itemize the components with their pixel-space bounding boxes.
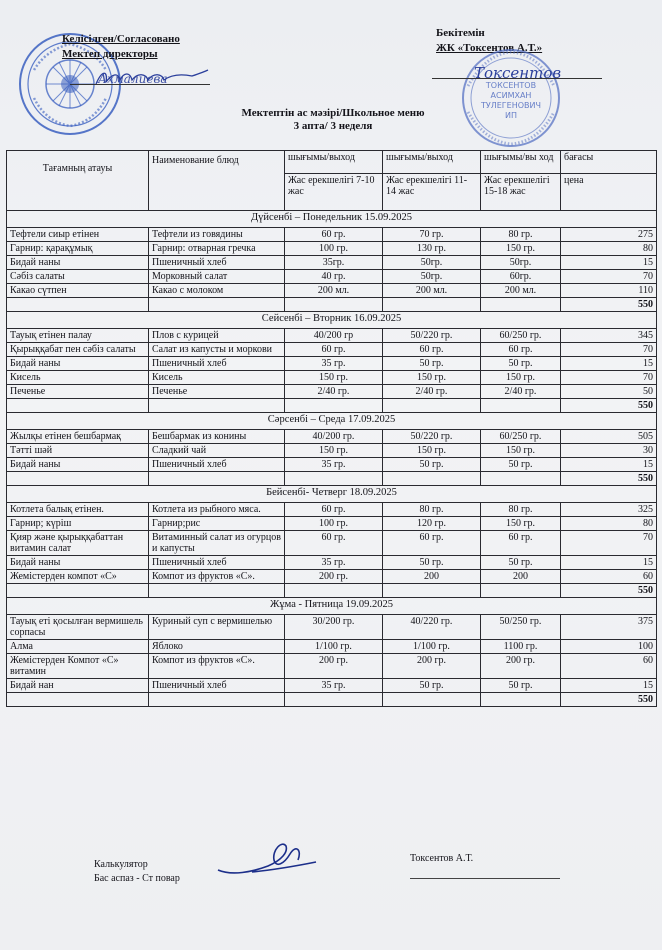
- yield-15-18: 200 мл.: [481, 284, 561, 298]
- yield-15-18: 50 гр.: [481, 357, 561, 371]
- dish-price: 505: [561, 430, 657, 444]
- table-row: [7, 503, 657, 517]
- dish-name-ru: Гарнир;рис: [149, 517, 285, 531]
- yield-11-14: 130 гр.: [383, 242, 481, 256]
- dish-name-kz: Жемістерден Компот «С» витамин: [7, 654, 149, 679]
- dish-name-ru: Салат из капусты и моркови: [149, 343, 285, 357]
- yield-7-10: 35 гр.: [285, 679, 383, 693]
- table-row: [7, 385, 657, 399]
- table-row: [7, 679, 657, 693]
- total-empty-cell: [7, 399, 149, 413]
- day-title: Бейсенбі- Четверг 18.09.2025: [7, 486, 657, 503]
- signer-name: Токсентов А.Т.: [410, 853, 474, 864]
- total-empty-cell: [149, 693, 285, 707]
- col-age-1: Жас ерекшелігі 7-10 жас: [285, 174, 383, 211]
- yield-11-14: 50 гр.: [383, 679, 481, 693]
- dish-name-ru: Какао с молоком: [149, 284, 285, 298]
- day-header-row: [7, 598, 657, 615]
- total-empty-cell: [383, 584, 481, 598]
- yield-11-14: 120 гр.: [383, 517, 481, 531]
- yield-11-14: 150 гр.: [383, 371, 481, 385]
- dish-name-kz: Гарнир: қарақұмық: [7, 242, 149, 256]
- dish-price: 345: [561, 329, 657, 343]
- total-empty-cell: [7, 472, 149, 486]
- yield-15-18: 150 гр.: [481, 242, 561, 256]
- dish-name-kz: Бидай наны: [7, 556, 149, 570]
- table-row: [7, 343, 657, 357]
- total-empty-cell: [7, 584, 149, 598]
- table-row: [7, 256, 657, 270]
- day-header-row: [7, 211, 657, 228]
- dish-name-kz: Бидай наны: [7, 357, 149, 371]
- table-row: [7, 615, 657, 640]
- yield-15-18: 80 гр.: [481, 503, 561, 517]
- total-empty-cell: [149, 584, 285, 598]
- dish-name-kz: Какао сүтпен: [7, 284, 149, 298]
- yield-11-14: 1/100 гр.: [383, 640, 481, 654]
- yield-7-10: 200 гр.: [285, 570, 383, 584]
- total-row: [7, 399, 657, 413]
- dish-price: 60: [561, 654, 657, 679]
- table-row: [7, 329, 657, 343]
- dish-name-ru: Печенье: [149, 385, 285, 399]
- yield-7-10: 1/100 гр.: [285, 640, 383, 654]
- day-total-price: 550: [561, 584, 657, 598]
- total-empty-cell: [285, 693, 383, 707]
- dish-name-kz: Қияр және қырыққабаттан витамин салат: [7, 531, 149, 556]
- yield-15-18: 60 гр.: [481, 343, 561, 357]
- dish-price: 100: [561, 640, 657, 654]
- day-title: Дүйсенбі – Понедельник 15.09.2025: [7, 211, 657, 228]
- dish-name-ru: Пшеничный хлеб: [149, 357, 285, 371]
- dish-name-kz: Кисель: [7, 371, 149, 385]
- dish-name-ru: Компот из фруктов «С».: [149, 654, 285, 679]
- dish-name-kz: Бидай наны: [7, 458, 149, 472]
- dish-price: 110: [561, 284, 657, 298]
- yield-11-14: 80 гр.: [383, 503, 481, 517]
- yield-7-10: 40 гр.: [285, 270, 383, 284]
- total-row: [7, 693, 657, 707]
- yield-15-18: 50 гр.: [481, 679, 561, 693]
- day-title: Сейсенбі – Вторник 16.09.2025: [7, 312, 657, 329]
- col-yield-2: шығымы/выход: [383, 151, 481, 174]
- dish-name-ru: Пшеничный хлеб: [149, 458, 285, 472]
- table-row: [7, 228, 657, 242]
- title-line-1: Мектептiн ас мәзiрi/Школьное меню: [241, 107, 425, 119]
- approver-signature: [470, 60, 580, 84]
- dish-name-ru: Кисель: [149, 371, 285, 385]
- total-row: [7, 298, 657, 312]
- dish-price: 375: [561, 615, 657, 640]
- dish-name-kz: Сәбіз салаты: [7, 270, 149, 284]
- total-empty-cell: [481, 298, 561, 312]
- dish-price: 325: [561, 503, 657, 517]
- agreed-label: Келiсiлген/Согласовано: [62, 33, 180, 45]
- yield-15-18: 150 гр.: [481, 444, 561, 458]
- seal-text-1: ТОКСЕНТОВ: [485, 81, 537, 90]
- yield-15-18: 200 гр.: [481, 654, 561, 679]
- total-empty-cell: [285, 584, 383, 598]
- total-empty-cell: [481, 399, 561, 413]
- dish-name-kz: Гарнир; күріш: [7, 517, 149, 531]
- dish-name-kz: Тауық еті қосылған вермишель сорпасы: [7, 615, 149, 640]
- yield-7-10: 100 гр.: [285, 242, 383, 256]
- yield-15-18: 60 гр.: [481, 531, 561, 556]
- yield-7-10: 150 гр.: [285, 444, 383, 458]
- total-empty-cell: [7, 693, 149, 707]
- dish-price: 70: [561, 371, 657, 385]
- dish-price: 30: [561, 444, 657, 458]
- dish-name-ru: Морковный салат: [149, 270, 285, 284]
- dish-name-kz: Тәтті шәй: [7, 444, 149, 458]
- yield-15-18: 200: [481, 570, 561, 584]
- dish-name-kz: Қырыққабат пен сәбіз салаты: [7, 343, 149, 357]
- table-row: [7, 531, 657, 556]
- day-title: Жұма - Пятница 19.09.2025: [7, 598, 657, 615]
- table-row: [7, 270, 657, 284]
- day-header-row: [7, 312, 657, 329]
- approver-company: ЖК «Токсентов А.Т.»: [436, 42, 543, 54]
- yield-11-14: 200 гр.: [383, 654, 481, 679]
- yield-15-18: 60/250 гр.: [481, 430, 561, 444]
- dish-name-ru: Бешбармак из конины: [149, 430, 285, 444]
- yield-15-18: 50 гр.: [481, 458, 561, 472]
- day-header-row: [7, 486, 657, 503]
- dish-price: 15: [561, 357, 657, 371]
- total-empty-cell: [383, 399, 481, 413]
- dish-name-kz: Тауық етінен палау: [7, 329, 149, 343]
- col-yield-3: шығымы/вы ход: [481, 151, 561, 174]
- table-row: [7, 430, 657, 444]
- dish-name-ru: Пшеничный хлеб: [149, 679, 285, 693]
- yield-11-14: 60 гр.: [383, 531, 481, 556]
- dish-name-ru: Витаминный салат из огурцов и капусты: [149, 531, 285, 556]
- yield-15-18: 60/250 гр.: [481, 329, 561, 343]
- total-empty-cell: [481, 472, 561, 486]
- dish-name-kz: Жылқы етінен бешбармақ: [7, 430, 149, 444]
- yield-15-18: 60гр.: [481, 270, 561, 284]
- dish-name-ru: Тефтели из говядины: [149, 228, 285, 242]
- calculator-label: Калькулятор: [94, 859, 148, 870]
- director-signature: [92, 66, 212, 90]
- yield-7-10: 150 гр.: [285, 371, 383, 385]
- yield-15-18: 80 гр.: [481, 228, 561, 242]
- yield-11-14: 50/220 гр.: [383, 430, 481, 444]
- total-row: [7, 584, 657, 598]
- yield-7-10: 35 гр.: [285, 556, 383, 570]
- dish-name-ru: Компот из фруктов «С».: [149, 570, 285, 584]
- approver-signature-text: Токсентов: [474, 64, 562, 82]
- dish-name-ru: Пшеничный хлеб: [149, 256, 285, 270]
- yield-7-10: 60 гр.: [285, 503, 383, 517]
- yield-11-14: 200: [383, 570, 481, 584]
- dish-name-kz: Жемістерден компот «С»: [7, 570, 149, 584]
- dish-price: 70: [561, 270, 657, 284]
- dish-name-ru: Котлета из рыбного мяса.: [149, 503, 285, 517]
- yield-7-10: 100 гр.: [285, 517, 383, 531]
- dish-price: 80: [561, 517, 657, 531]
- dish-name-kz: Тефтели сиыр етінен: [7, 228, 149, 242]
- col-age-3: Жас ерекшелігі 15-18 жас: [481, 174, 561, 211]
- dish-price: 275: [561, 228, 657, 242]
- yield-15-18: 2/40 гр.: [481, 385, 561, 399]
- document-title: [0, 107, 662, 133]
- total-empty-cell: [149, 472, 285, 486]
- yield-7-10: 200 мл.: [285, 284, 383, 298]
- total-empty-cell: [285, 399, 383, 413]
- total-empty-cell: [285, 298, 383, 312]
- total-empty-cell: [383, 693, 481, 707]
- yield-7-10: 35гр.: [285, 256, 383, 270]
- table-row: [7, 242, 657, 256]
- yield-7-10: 60 гр.: [285, 531, 383, 556]
- total-empty-cell: [149, 298, 285, 312]
- table-row: [7, 517, 657, 531]
- yield-11-14: 60 гр.: [383, 343, 481, 357]
- title-line-2: 3 апта/ 3 неделя: [293, 120, 373, 132]
- yield-11-14: 50гр.: [383, 270, 481, 284]
- total-empty-cell: [7, 298, 149, 312]
- dish-name-kz: Алма: [7, 640, 149, 654]
- chef-label: Бас аспаз - Ст повар: [94, 873, 180, 884]
- yield-7-10: 40/200 гр: [285, 329, 383, 343]
- table-row: [7, 444, 657, 458]
- yield-11-14: 2/40 гр.: [383, 385, 481, 399]
- day-total-price: 550: [561, 693, 657, 707]
- col-yield-1: шығымы/выход: [285, 151, 383, 174]
- yield-15-18: 150 гр.: [481, 517, 561, 531]
- dish-name-ru: Яблоко: [149, 640, 285, 654]
- yield-11-14: 200 мл.: [383, 284, 481, 298]
- school-director-label: Мектеп директоры: [62, 48, 158, 60]
- dish-price: 70: [561, 343, 657, 357]
- dish-name-ru: Сладкий чай: [149, 444, 285, 458]
- yield-15-18: 150 гр.: [481, 371, 561, 385]
- dish-name-kz: Печенье: [7, 385, 149, 399]
- director-signature-text: Ахмалиева: [98, 72, 168, 86]
- day-total-price: 550: [561, 298, 657, 312]
- dish-name-ru: Гарнир: отварная гречка: [149, 242, 285, 256]
- dish-price: 15: [561, 556, 657, 570]
- day-total-price: 550: [561, 472, 657, 486]
- table-row: [7, 570, 657, 584]
- dish-price: 15: [561, 679, 657, 693]
- dish-name-kz: Котлета балық етінен.: [7, 503, 149, 517]
- dish-price: 50: [561, 385, 657, 399]
- yield-11-14: 150 гр.: [383, 444, 481, 458]
- yield-15-18: 50 гр.: [481, 556, 561, 570]
- yield-7-10: 60 гр.: [285, 343, 383, 357]
- dish-name-ru: Куриный суп с вермишелью: [149, 615, 285, 640]
- seal-text-4: ИП: [505, 111, 517, 120]
- yield-11-14: 40/220 гр.: [383, 615, 481, 640]
- yield-11-14: 70 гр.: [383, 228, 481, 242]
- dish-name-kz: Бидай нан: [7, 679, 149, 693]
- total-empty-cell: [383, 472, 481, 486]
- yield-7-10: 60 гр.: [285, 228, 383, 242]
- yield-11-14: 50 гр.: [383, 458, 481, 472]
- col-age-2: Жас ерекшелігі 11-14 жас: [383, 174, 481, 211]
- dish-price: 80: [561, 242, 657, 256]
- dish-name-kz: Бидай наны: [7, 256, 149, 270]
- yield-11-14: 50 гр.: [383, 357, 481, 371]
- day-header-row: [7, 413, 657, 430]
- yield-11-14: 50 гр.: [383, 556, 481, 570]
- yield-7-10: 35 гр.: [285, 458, 383, 472]
- total-empty-cell: [481, 693, 561, 707]
- yield-15-18: 50гр.: [481, 256, 561, 270]
- seal-text-2: АСИМХАН: [490, 91, 532, 100]
- total-empty-cell: [149, 399, 285, 413]
- table-row: [7, 284, 657, 298]
- chef-signature: [212, 836, 322, 882]
- menu-body: [7, 211, 657, 707]
- day-total-price: 550: [561, 399, 657, 413]
- footer-signature-line: [410, 878, 560, 879]
- table-row: [7, 357, 657, 371]
- dish-name-ru: Пшеничный хлеб: [149, 556, 285, 570]
- dish-price: 70: [561, 531, 657, 556]
- col-name-kz: Тағамның атауы: [7, 151, 149, 211]
- yield-15-18: 50/250 гр.: [481, 615, 561, 640]
- total-row: [7, 472, 657, 486]
- footer-right: [410, 852, 473, 866]
- yield-11-14: 50/220 гр.: [383, 329, 481, 343]
- footer-left: [94, 858, 180, 886]
- day-title: Сәрсенбі – Среда 17.09.2025: [7, 413, 657, 430]
- table-row: [7, 654, 657, 679]
- menu-table: [6, 150, 657, 707]
- seal-text-3: ТУЛЕГЕНОВИЧ: [480, 101, 542, 110]
- dish-name-ru: Плов с курицей: [149, 329, 285, 343]
- yield-11-14: 50гр.: [383, 256, 481, 270]
- col-price-ru: цена: [561, 174, 657, 211]
- col-name-ru: Наименование блюд: [149, 151, 285, 211]
- yield-7-10: 200 гр.: [285, 654, 383, 679]
- approve-label: Бекiтемiн: [436, 27, 485, 39]
- table-row: [7, 556, 657, 570]
- dish-price: 15: [561, 458, 657, 472]
- yield-7-10: 40/200 гр.: [285, 430, 383, 444]
- total-empty-cell: [481, 584, 561, 598]
- yield-7-10: 2/40 гр.: [285, 385, 383, 399]
- table-row: [7, 458, 657, 472]
- table-header-row: [7, 151, 657, 174]
- col-price: бағасы: [561, 151, 657, 174]
- approval-block-left: [62, 32, 180, 62]
- yield-7-10: 30/200 гр.: [285, 615, 383, 640]
- table-row: [7, 371, 657, 385]
- table-row: [7, 640, 657, 654]
- total-empty-cell: [285, 472, 383, 486]
- yield-7-10: 35 гр.: [285, 357, 383, 371]
- total-empty-cell: [383, 298, 481, 312]
- yield-15-18: 1100 гр.: [481, 640, 561, 654]
- dish-price: 15: [561, 256, 657, 270]
- dish-price: 60: [561, 570, 657, 584]
